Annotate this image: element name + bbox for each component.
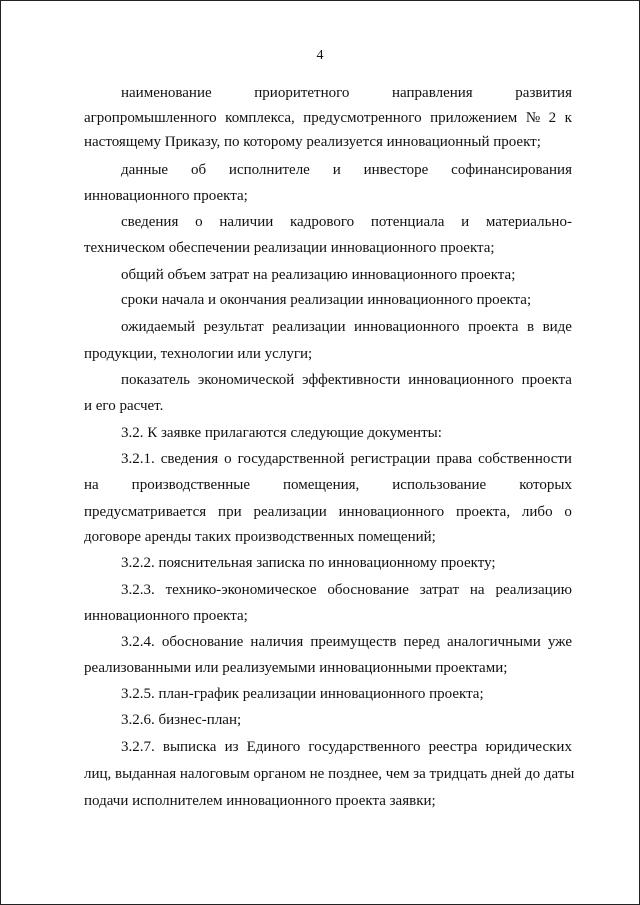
text-line: общий объем затрат на реализацию инновационного проекта;: [121, 267, 516, 283]
word: инновационного: [408, 372, 514, 388]
word: права: [436, 451, 473, 467]
word: развития: [515, 85, 572, 101]
word: наличия: [250, 634, 304, 650]
word: из: [224, 739, 239, 755]
word: производственные: [131, 477, 250, 493]
word: виде: [542, 319, 572, 335]
word: софинансирования: [451, 162, 572, 178]
word: сведения: [160, 451, 219, 467]
text-line: [121, 317, 572, 337]
word: и: [461, 214, 470, 230]
text-line: 3.2.2. пояснительная записка по инновационному проекту;: [121, 555, 496, 571]
word: регистрации: [350, 451, 431, 467]
text-line: [121, 370, 572, 390]
text-line: и его расчет.: [84, 398, 164, 414]
word: 3.2.1.: [121, 451, 155, 467]
word: которых: [519, 477, 572, 493]
word: №: [525, 110, 541, 126]
text-line: лиц, выданная налоговым органом не позднее, чем за тридцать дней до даты: [84, 766, 575, 782]
word: уже: [547, 634, 572, 650]
word: выписка: [162, 739, 217, 755]
word: использование: [392, 477, 487, 493]
word: эффективности: [302, 372, 401, 388]
word: проекта: [521, 372, 572, 388]
word: 3.2.7.: [121, 739, 155, 755]
text-line: [121, 212, 572, 232]
word: реализации: [272, 319, 346, 335]
word: о: [224, 451, 232, 467]
word: реализацию: [495, 582, 572, 598]
word: реестра: [428, 739, 478, 755]
word: комплекса,: [225, 110, 295, 126]
text-line: реализованными или реализуемыми инновационными проектами;: [84, 660, 508, 676]
word: потенциала: [370, 214, 445, 230]
word: государственной: [237, 451, 345, 467]
text-line: [84, 502, 572, 522]
text-line: договоре аренды таких производственных помещений;: [84, 529, 436, 545]
word: данные: [121, 162, 169, 178]
text-line: [121, 449, 572, 469]
word: 3.2.4.: [121, 634, 155, 650]
word: 3.2.3.: [121, 582, 155, 598]
word: аналогичными: [446, 634, 541, 650]
text-line: [84, 475, 572, 495]
word: реализации: [253, 504, 327, 520]
word: об: [190, 162, 207, 178]
word: приоритетного: [254, 85, 350, 101]
word: 2: [548, 110, 557, 126]
word: проекта: [468, 319, 519, 335]
word: результат: [203, 319, 264, 335]
word: на: [84, 477, 99, 493]
page-number: 4: [316, 48, 324, 63]
word: собственности: [478, 451, 572, 467]
word: обоснование: [161, 634, 244, 650]
word: преимуществ: [310, 634, 397, 650]
word: о: [564, 504, 572, 520]
text-line: сроки начала и окончания реализации инновационного проекта;: [121, 292, 532, 308]
word: показатель: [121, 372, 190, 388]
word: затрат: [419, 582, 460, 598]
text-line: настоящему Приказу, по которому реализуется инновационный проект;: [84, 134, 541, 150]
text-line: [121, 160, 572, 180]
word: ожидаемый: [121, 319, 196, 335]
word: кадрового: [290, 214, 355, 230]
text-line: продукции, технологии или услуги;: [84, 346, 313, 362]
word: материально-: [485, 214, 572, 230]
word: приложением: [430, 110, 518, 126]
text-line: инновационного проекта;: [84, 188, 248, 204]
word: наименование: [121, 85, 212, 101]
word: перед: [403, 634, 440, 650]
word: предусматривается: [84, 504, 207, 520]
text-line: подачи исполнителем инновационного проекта заявки;: [84, 793, 436, 809]
word: и: [332, 162, 341, 178]
text-line: техническом обеспечении реализации инновационного проекта;: [84, 240, 495, 256]
word: предусмотренного: [303, 110, 422, 126]
word: в: [526, 319, 535, 335]
text-line: [121, 737, 572, 757]
word: либо: [521, 504, 553, 520]
text-line: 3.2. К заявке прилагаются следующие документы:: [121, 425, 442, 441]
word: Единого: [246, 739, 301, 755]
text-line: [121, 83, 572, 103]
word: инвесторе: [363, 162, 429, 178]
text-line: [84, 108, 572, 128]
word: направления: [392, 85, 473, 101]
word: к: [564, 110, 572, 126]
word: исполнителе: [228, 162, 310, 178]
word: юридических: [485, 739, 572, 755]
text-line: 3.2.6. бизнес-план;: [121, 712, 242, 728]
word: сведения: [121, 214, 179, 230]
word: инновационного: [354, 319, 460, 335]
word: технико-экономическое: [165, 582, 317, 598]
word: государственного: [308, 739, 421, 755]
text-line: [121, 580, 572, 600]
text-line: 3.2.5. план-график реализации инновационного проекта;: [121, 686, 484, 702]
word: на: [469, 582, 485, 598]
word: агропромышленного: [84, 110, 217, 126]
word: о: [195, 214, 203, 230]
text-line: [121, 632, 572, 652]
text-line: инновационного проекта;: [84, 608, 248, 624]
word: помещения,: [282, 477, 360, 493]
word: обоснование: [327, 582, 409, 598]
word: при: [218, 504, 242, 520]
word: наличии: [219, 214, 274, 230]
word: экономической: [197, 372, 295, 388]
word: инновационного: [338, 504, 445, 520]
word: проекта,: [455, 504, 511, 520]
